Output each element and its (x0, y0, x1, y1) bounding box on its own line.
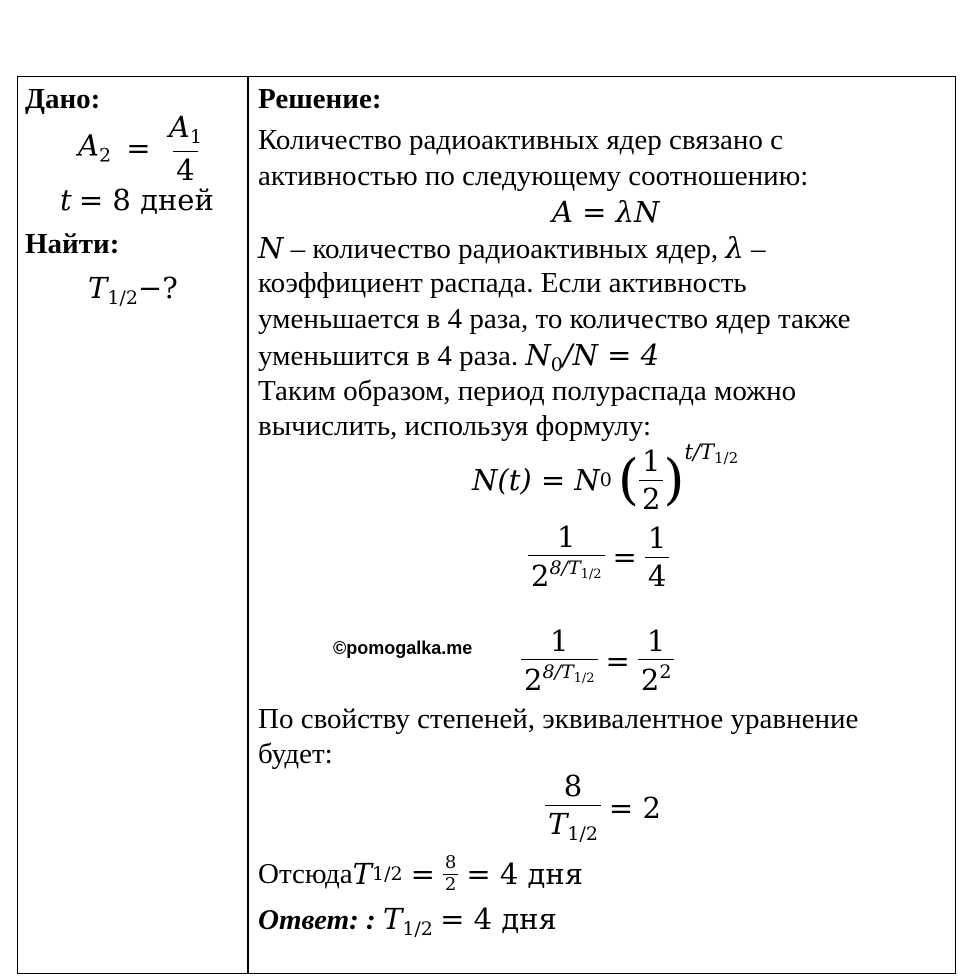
solution-line-10: будет: (258, 738, 333, 770)
a2-subscript: 2 (98, 144, 112, 167)
power-exponent: 8/T (542, 661, 574, 683)
power-base: 2 (640, 663, 660, 697)
exponent-text: t/T (684, 440, 715, 464)
decay-n0-subscript: 0 (599, 468, 612, 491)
answer-line (258, 902, 557, 940)
solution-line-9: По свойству степеней, эквивалентное уравнение (258, 703, 859, 735)
equation-c-num: 8 (563, 769, 583, 804)
equation-b-right-fraction (638, 623, 675, 697)
solution-line-2: активностью по следующему соотношению: (258, 160, 809, 192)
equation-c-den (545, 805, 601, 845)
reduction-text: уменьшится в 4 раза. (258, 340, 526, 372)
n0-subscript: 0 (550, 354, 563, 376)
result-fraction-num: 8 (444, 851, 457, 873)
equation-a-left-den (528, 555, 605, 592)
equation-b-right-den (638, 659, 675, 696)
power-base: 2 (524, 663, 543, 697)
a1-denominator: 4 (173, 151, 197, 185)
equation-a-right-num: 1 (647, 521, 667, 556)
half-life-variable: T (548, 806, 568, 841)
ratio-rest: /N = 4 (562, 338, 660, 372)
half-life-subscript: 1/2 (107, 287, 138, 309)
result-value: = 4 дня (466, 856, 584, 891)
result-text: Отсюда (258, 857, 353, 890)
result-line (258, 850, 583, 898)
given-activity-relation (78, 112, 205, 185)
result-fraction-den: 2 (444, 873, 457, 895)
half-life-subscript: 1/2 (567, 822, 598, 845)
n-variable: N (258, 231, 284, 265)
half-life-variable: T (88, 271, 108, 305)
result-subscript: 1/2 (372, 862, 403, 885)
power-exponent-subscript: 1/2 (580, 567, 602, 582)
decay-lhs: N(t) = N (472, 462, 600, 497)
equals-sign: = (126, 131, 151, 166)
solution-line-6 (258, 338, 660, 376)
left-paren: ( (617, 448, 639, 511)
equals-sign: = (605, 643, 630, 678)
half-numerator: 1 (641, 444, 661, 479)
half-denominator: 2 (639, 480, 663, 514)
exponent-subscript: 1/2 (714, 449, 739, 467)
solution-line-3 (258, 231, 766, 265)
power-exponent-subscript: 1/2 (573, 671, 595, 686)
right-paren: ) (663, 448, 685, 511)
find-suffix: −? (137, 271, 178, 305)
equation-a-left-fraction (528, 519, 605, 593)
equation-c (545, 768, 661, 848)
equation-b-left-num: 1 (550, 623, 569, 658)
equals-sign: = (410, 856, 435, 891)
a1-fraction (166, 112, 205, 185)
result-variable: T (352, 856, 373, 891)
solution-line-1: Количество радиоактивных ядер связано с (258, 124, 784, 156)
given-time (60, 183, 214, 217)
answer-value: = 4 дня (440, 902, 557, 936)
equation-a-right-fraction (645, 523, 669, 591)
time-variable: t (60, 183, 72, 217)
power-base: 2 (531, 559, 550, 593)
solution-line-5: уменьшается в 4 раза, то количество ядер также (258, 303, 851, 335)
watermark: ©pomogalka.me (333, 638, 473, 658)
given-heading: Дано: (25, 83, 101, 115)
equals-sign: = (612, 539, 637, 574)
equation-a (528, 520, 669, 594)
equation-c-rhs: = 2 (608, 790, 661, 825)
solution-line-4: коэффициент распада. Если активность (258, 267, 747, 299)
activity-formula: A = λN (552, 195, 660, 229)
lambda-symbol: λ (725, 231, 744, 265)
a1-subscript: 1 (189, 126, 202, 148)
result-fraction (443, 851, 458, 895)
decay-law-formula (472, 440, 738, 520)
find-target (88, 271, 178, 309)
column-divider (247, 76, 249, 974)
equation-b (521, 622, 674, 700)
answer-label: Ответ: : (258, 904, 376, 936)
power-exponent: 2 (659, 661, 672, 683)
solution-heading: Решение: (258, 83, 382, 115)
lambda-dash: – (743, 233, 766, 265)
a1-variable: A (168, 110, 190, 144)
solution-line-8: вычислить, используя формулу: (258, 410, 652, 442)
equation-b-right-num: 1 (646, 623, 666, 658)
equation-b-left-den (521, 659, 598, 696)
n-description: – количество радиоактивных ядер, (283, 233, 726, 265)
n0-variable: N (525, 338, 551, 372)
time-value: = 8 дней (78, 183, 214, 217)
a2-variable: A (78, 128, 99, 163)
decay-exponent (684, 442, 738, 466)
equation-a-left-num: 1 (557, 519, 576, 554)
answer-variable: T (382, 902, 403, 936)
equation-b-left-fraction (521, 623, 598, 697)
power-exponent: 8/T (549, 557, 581, 579)
answer-subscript: 1/2 (402, 918, 433, 940)
half-fraction (639, 446, 663, 514)
equation-a-right-den: 4 (645, 557, 669, 591)
find-heading: Найти: (25, 228, 120, 260)
solution-line-7: Таким образом, период полураспада можно (258, 375, 797, 407)
equation-c-fraction (545, 771, 601, 844)
